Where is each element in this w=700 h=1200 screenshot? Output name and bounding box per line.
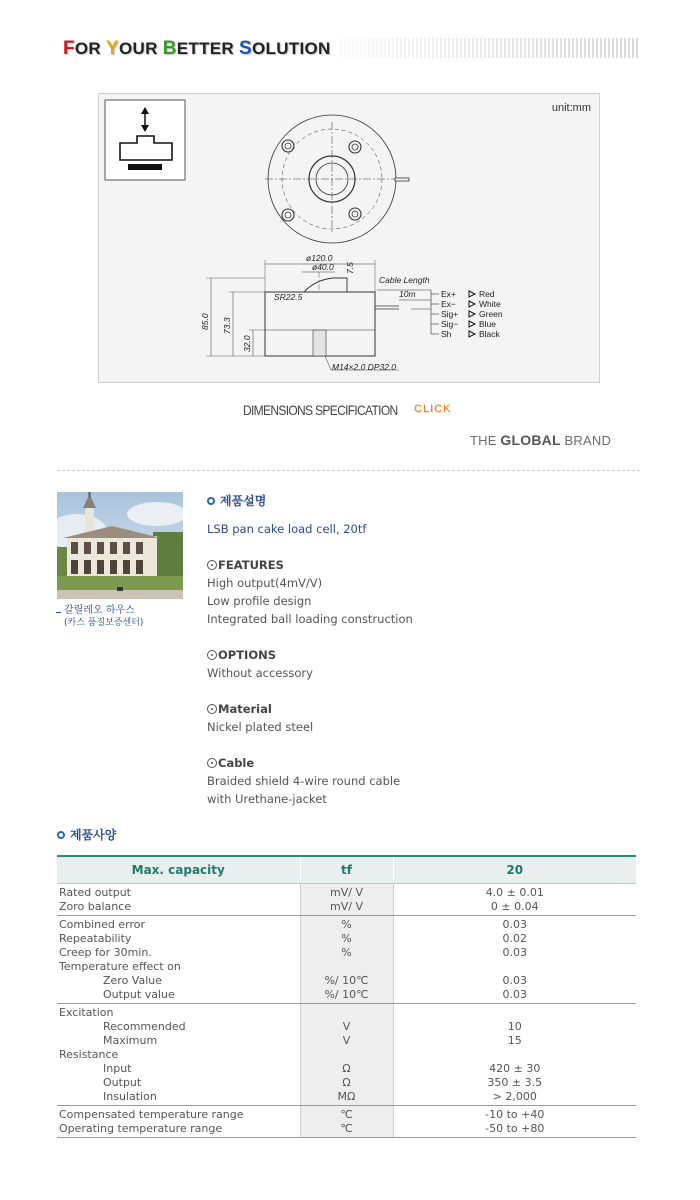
spec-value [393, 1048, 636, 1062]
spec-unit: % [300, 946, 393, 960]
spec-label-cell [57, 1048, 300, 1062]
spec-label-cell [57, 1062, 300, 1076]
product-name: LSB pan cake load cell, 20tf [207, 522, 367, 536]
spec-row [57, 1076, 636, 1090]
spec-label-cell [57, 883, 300, 900]
spec-label: Combined error [59, 917, 146, 931]
spec-value: 0.03 [393, 988, 636, 1004]
circle-dot-icon [207, 758, 217, 768]
spec-value: 0.03 [502, 973, 527, 987]
slogan-initial: Y [106, 38, 120, 59]
spec-row [57, 1122, 636, 1138]
dim-7-5-label: 7.5 [345, 262, 355, 274]
spec-value: 350 ± 3.5 [487, 1075, 543, 1089]
wire-arrow-icon [469, 311, 475, 317]
spec-heading-text: 제품사양 [70, 828, 117, 842]
brand-brand: BRAND [560, 433, 612, 448]
wire-arrow-icon [469, 331, 475, 337]
dimension-drawing [98, 93, 600, 383]
spec-unit: % [300, 915, 393, 932]
spec-label: Output value [103, 987, 175, 1001]
spec-row [57, 915, 636, 932]
slogan-initial: B [162, 38, 177, 59]
dim-h85-label: 85.0 [200, 313, 210, 330]
load-direction-icon [105, 100, 185, 180]
circle-dot-icon [207, 560, 217, 570]
top-view [265, 115, 409, 243]
spec-value: > 2,000 [393, 1090, 636, 1106]
galileo-house-photo [57, 492, 183, 599]
material-item: Nickel plated steel [207, 720, 314, 734]
spec-value: -10 to +40 [485, 1107, 545, 1121]
spec-label-cell [57, 1076, 300, 1090]
wiring-labels [441, 289, 503, 339]
spec-row [57, 1020, 636, 1034]
feature-item: High output(4mV/V) [207, 576, 323, 590]
option-item: Without accessory [207, 666, 313, 680]
header-unit: tf [300, 856, 393, 883]
spec-label: Zero Value [103, 973, 163, 987]
spec-value: 0.03 [502, 945, 527, 959]
spec-unit: mV/ V [300, 900, 393, 916]
spec-value [393, 960, 636, 974]
spec-value [393, 1003, 636, 1020]
spec-label-cell [57, 946, 300, 960]
options-title: OPTIONS [218, 648, 277, 662]
cable-10m-label: 10m [399, 289, 416, 299]
header-value: 20 [393, 856, 636, 883]
slogan-word: OUR [119, 39, 163, 58]
description-heading [207, 492, 266, 509]
spec-unit: %/ 10℃ [300, 974, 393, 988]
spec-row [57, 946, 636, 960]
spec-value: 15 [507, 1033, 522, 1047]
wire-color-label: Black [479, 329, 500, 339]
photo-caption-subtitle: (카스 품질보증센터) [64, 618, 144, 628]
slogan-initial: F [63, 38, 75, 59]
spec-unit: %/ 10℃ [300, 988, 393, 1004]
dimensions-click-link[interactable]: CLICK [414, 403, 452, 415]
dim-h73-label: 73.3 [222, 317, 232, 334]
spec-unit: Ω [300, 1076, 393, 1090]
spec-unit: mV/ V [300, 883, 393, 900]
dimensions-specification-title: DIMENSIONS SPECIFICATION [243, 402, 398, 418]
features-heading [207, 558, 284, 572]
features-title: FEATURES [218, 558, 284, 572]
spec-label-cell [57, 1034, 300, 1048]
spec-row [57, 1003, 636, 1020]
spec-row [57, 960, 636, 974]
spec-row [57, 1034, 636, 1048]
wire-arrow-icon [469, 291, 475, 297]
spec-table-header [57, 856, 636, 883]
spec-label: Recommended [103, 1019, 186, 1033]
wire-signal-label: Ex+ [441, 289, 456, 299]
spec-label-cell [57, 960, 300, 974]
spec-label: Resistance [59, 1047, 119, 1061]
spec-value: 10 [507, 1019, 522, 1033]
spec-row [57, 900, 636, 916]
slogan-word: OLUTION [251, 39, 331, 58]
spec-unit: Ω [300, 1062, 393, 1076]
wire-color-label: Red [479, 289, 495, 299]
thread-label: M14×2.0 DP32.0 [332, 362, 397, 372]
spec-row [57, 1048, 636, 1062]
spec-label-cell [57, 1003, 300, 1020]
slogan [63, 38, 331, 60]
spec-value: -50 to +80 [393, 1122, 636, 1138]
spec-label: Creep for 30min. [59, 945, 152, 959]
wire-color-label: Green [479, 309, 503, 319]
spec-unit [300, 1003, 393, 1020]
header-capacity: Max. capacity [57, 856, 300, 883]
spec-label-cell [57, 900, 300, 916]
wire-color-arrows [469, 291, 475, 337]
wire-signal-label: Sig− [441, 319, 459, 329]
wire-color-label: White [479, 299, 501, 309]
spec-row [57, 932, 636, 946]
spec-label: Insulation [103, 1089, 157, 1103]
spec-label-cell [57, 1090, 300, 1106]
spec-row [57, 974, 636, 988]
spec-unit: ℃ [300, 1122, 393, 1138]
spec-row [57, 988, 636, 1004]
spec-label: Repeatability [59, 931, 132, 945]
slogan-word: OR [74, 39, 107, 58]
spec-unit: ℃ [300, 1105, 393, 1122]
cable-title: Cable [218, 756, 255, 770]
spec-row [57, 883, 636, 900]
spec-value: 0.02 [502, 931, 527, 945]
spec-heading [57, 826, 116, 843]
bullet-icon [207, 497, 215, 505]
spec-label-cell [57, 932, 300, 946]
wire-arrow-icon [469, 321, 475, 327]
dim-h32-label: 32.0 [242, 335, 252, 352]
spec-unit [300, 1048, 393, 1062]
wire-arrow-icon [469, 301, 475, 307]
options-heading [207, 648, 276, 662]
spec-label: Maximum [103, 1033, 158, 1047]
spec-row [57, 1062, 636, 1076]
spec-value: 4.0 ± 0.01 [485, 885, 544, 899]
dim-d40-label: ø40.0 [312, 262, 334, 272]
wire-signal-label: Ex− [441, 299, 456, 309]
spec-label: Excitation [59, 1005, 114, 1019]
feature-item: Low profile design [207, 594, 312, 608]
brand-the: THE [470, 433, 501, 448]
circle-dot-icon [207, 704, 217, 714]
photo-caption-title: 갈릴레오 하우스 [64, 601, 135, 616]
spec-label: Output [103, 1075, 142, 1089]
spec-unit: MΩ [300, 1090, 393, 1106]
brand-global: GLOBAL [500, 432, 561, 448]
spec-value: 0.03 [502, 917, 527, 931]
wire-signal-label: Sh [441, 329, 452, 339]
feature-item: Integrated ball loading construction [207, 612, 413, 626]
section-divider [57, 470, 640, 471]
spec-label: Rated output [59, 885, 131, 899]
spec-label: Compensated temperature range [59, 1107, 244, 1121]
spec-table [57, 855, 636, 1138]
global-brand-logo [470, 432, 611, 448]
spec-value: 0 ± 0.04 [393, 900, 636, 916]
bullet-icon [57, 831, 65, 839]
spec-label-cell [57, 974, 300, 988]
spec-label: Input [103, 1061, 132, 1075]
material-heading [207, 702, 272, 716]
dim-sr-label: SR22.5 [274, 292, 303, 302]
slogan-word: ETTER [176, 39, 239, 58]
spec-value: 420 ± 30 [489, 1061, 541, 1075]
spec-label-cell [57, 988, 300, 1004]
spec-label-cell [57, 1020, 300, 1034]
spec-label-cell [57, 915, 300, 932]
spec-unit [300, 960, 393, 974]
spec-row [57, 1090, 636, 1106]
spec-label: Operating temperature range [59, 1121, 223, 1135]
spec-label: Zoro balance [59, 899, 132, 913]
slogan-stripes-decoration [340, 38, 640, 58]
load-cell-drawing-svg [99, 94, 601, 384]
spec-unit: V [300, 1034, 393, 1048]
cable-item: Braided shield 4-wire round cable [207, 774, 401, 788]
material-title: Material [218, 702, 272, 716]
spec-label-cell [57, 1105, 300, 1122]
wire-signal-label: Sig+ [441, 309, 459, 319]
spec-unit: V [300, 1020, 393, 1034]
cable-heading [207, 756, 254, 770]
cable-length-label: Cable Length [379, 275, 430, 285]
unit-label: unit:mm [551, 102, 591, 114]
spec-label-cell [57, 1122, 300, 1138]
description-heading-text: 제품설명 [220, 494, 267, 508]
spec-label: Temperature effect on [59, 959, 181, 973]
dim-d120-label: ø120.0 [306, 253, 333, 263]
cable-item: with Urethane-jacket [207, 792, 327, 806]
spec-unit: % [300, 932, 393, 946]
wire-color-label: Blue [479, 319, 497, 329]
spec-row [57, 1105, 636, 1122]
slogan-initial: S [239, 38, 252, 59]
circle-dot-icon [207, 650, 217, 660]
